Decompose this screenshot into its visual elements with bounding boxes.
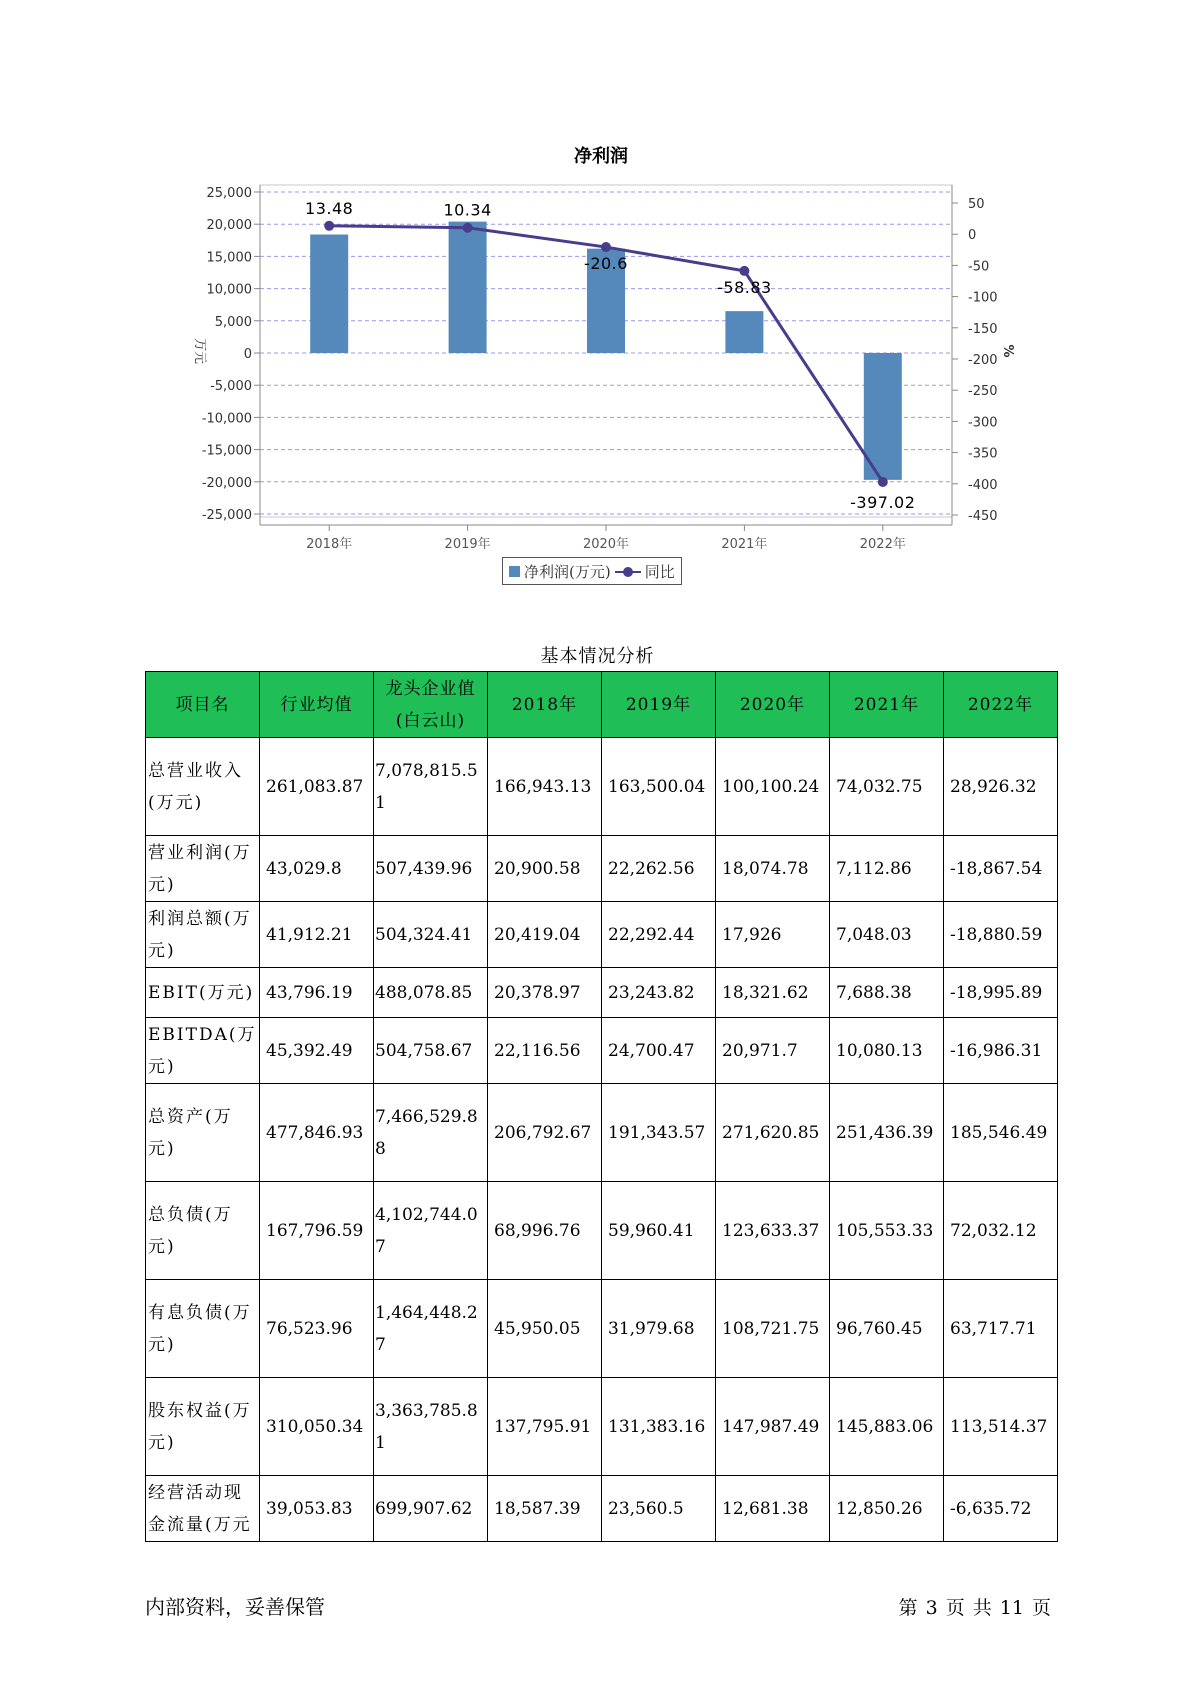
value-cell: 507,439.96 bbox=[374, 836, 488, 902]
value-cell: 28,926.32 bbox=[944, 738, 1058, 836]
legend-line-swatch bbox=[615, 566, 641, 577]
right-tick-label: -250 bbox=[968, 384, 998, 400]
value-cell: 167,796.59 bbox=[260, 1182, 374, 1280]
value-cell: 147,987.49 bbox=[716, 1378, 830, 1476]
right-tick-label: -200 bbox=[968, 353, 998, 368]
table-row bbox=[146, 1084, 1058, 1182]
left-tick-label: 15,000 bbox=[206, 250, 252, 266]
footer-confidential-note: 内部资料，妥善保管 bbox=[145, 1595, 325, 1619]
right-tick-label: -150 bbox=[968, 321, 998, 337]
yoy-data-label: -58.83 bbox=[717, 277, 772, 297]
bar bbox=[449, 222, 487, 353]
row-label-cell: EBITDA(万元) bbox=[146, 1018, 260, 1084]
value-cell: 504,758.67 bbox=[374, 1018, 488, 1084]
yoy-point bbox=[878, 477, 888, 487]
left-tick-label: 10,000 bbox=[206, 282, 252, 298]
table-row bbox=[146, 1182, 1058, 1280]
value-cell: 20,900.58 bbox=[488, 836, 602, 902]
legend-line-label: 同比 bbox=[644, 562, 675, 581]
header-2022: 2022年 bbox=[944, 672, 1058, 738]
line-series bbox=[305, 199, 915, 512]
table-caption: 基本情况分析 bbox=[540, 646, 655, 667]
value-cell: 504,324.41 bbox=[374, 902, 488, 968]
value-cell: 22,262.56 bbox=[602, 836, 716, 902]
header-2020: 2020年 bbox=[716, 672, 830, 738]
left-tick-label: 5,000 bbox=[214, 314, 252, 330]
value-cell: 488,078.85 bbox=[374, 968, 488, 1018]
left-axis-title: 万元 bbox=[192, 337, 207, 365]
value-cell: 145,883.06 bbox=[830, 1378, 944, 1476]
value-cell: 68,996.76 bbox=[488, 1182, 602, 1280]
yoy-point bbox=[324, 221, 334, 231]
value-cell: 7,078,815.51 bbox=[374, 738, 488, 836]
x-tick-label: 2020年 bbox=[582, 537, 630, 552]
table-row bbox=[146, 836, 1058, 902]
table-row bbox=[146, 738, 1058, 836]
header-industry-avg: 行业均值 bbox=[260, 672, 374, 738]
right-tick-label: 0 bbox=[968, 228, 977, 244]
bar bbox=[310, 235, 348, 353]
value-cell: 45,950.05 bbox=[488, 1280, 602, 1378]
yoy-data-label: -20.6 bbox=[584, 254, 628, 274]
x-tick-label: 2021年 bbox=[721, 537, 768, 552]
legend-bar-swatch bbox=[509, 566, 520, 577]
value-cell: 3,363,785.81 bbox=[374, 1378, 488, 1476]
value-cell: 18,587.39 bbox=[488, 1476, 602, 1542]
value-cell: 1,464,448.27 bbox=[374, 1280, 488, 1378]
value-cell: 100,100.24 bbox=[716, 738, 830, 836]
right-tick-label: -350 bbox=[968, 446, 998, 462]
value-cell: 108,721.75 bbox=[716, 1280, 830, 1378]
legend-bar-label: 净利润(万元) bbox=[524, 562, 611, 581]
value-cell: 20,378.97 bbox=[488, 968, 602, 1018]
row-label-cell: 总营业收入(万元) bbox=[146, 738, 260, 836]
value-cell: 206,792.67 bbox=[488, 1084, 602, 1182]
value-cell: 43,796.19 bbox=[260, 968, 374, 1018]
right-axis-title: % bbox=[1000, 344, 1015, 358]
value-cell: 96,760.45 bbox=[830, 1280, 944, 1378]
value-cell: 41,912.21 bbox=[260, 902, 374, 968]
value-cell: 699,907.62 bbox=[374, 1476, 488, 1542]
value-cell: 12,850.26 bbox=[830, 1476, 944, 1542]
right-tick-label: 50 bbox=[968, 197, 985, 212]
yoy-point bbox=[601, 242, 611, 252]
value-cell: 23,243.82 bbox=[602, 968, 716, 1018]
value-cell: -18,867.54 bbox=[944, 836, 1058, 902]
x-tick-label: 2022年 bbox=[859, 537, 906, 552]
value-cell: 12,681.38 bbox=[716, 1476, 830, 1542]
value-cell: 23,560.5 bbox=[602, 1476, 716, 1542]
value-cell: 261,083.87 bbox=[260, 738, 374, 836]
value-cell: 18,321.62 bbox=[716, 968, 830, 1018]
value-cell: 477,846.93 bbox=[260, 1084, 374, 1182]
value-cell: 185,546.49 bbox=[944, 1084, 1058, 1182]
right-tick-label: -450 bbox=[968, 509, 998, 524]
value-cell: 163,500.04 bbox=[602, 738, 716, 836]
value-cell: 123,633.37 bbox=[716, 1182, 830, 1280]
value-cell: 10,080.13 bbox=[830, 1018, 944, 1084]
value-cell: 18,074.78 bbox=[716, 836, 830, 902]
row-label-cell: 有息负债(万元) bbox=[146, 1280, 260, 1378]
chart-title: 净利润 bbox=[574, 146, 628, 167]
x-tick-label: 2018年 bbox=[306, 537, 353, 552]
value-cell: -16,986.31 bbox=[944, 1018, 1058, 1084]
table-header-row bbox=[146, 672, 1058, 738]
right-tick-label: -300 bbox=[968, 415, 998, 431]
value-cell: 7,466,529.88 bbox=[374, 1084, 488, 1182]
table-row bbox=[146, 1280, 1058, 1378]
net-profit-chart bbox=[0, 0, 1191, 600]
table-row bbox=[146, 1476, 1058, 1542]
yoy-data-label: 13.48 bbox=[305, 198, 354, 218]
bar bbox=[725, 311, 763, 353]
value-cell: 271,620.85 bbox=[716, 1084, 830, 1182]
value-cell: -18,995.89 bbox=[944, 968, 1058, 1018]
table-row bbox=[146, 968, 1058, 1018]
value-cell: -6,635.72 bbox=[944, 1476, 1058, 1542]
value-cell: 76,523.96 bbox=[260, 1280, 374, 1378]
left-tick-label: 20,000 bbox=[206, 218, 252, 234]
value-cell: 31,979.68 bbox=[602, 1280, 716, 1378]
row-label-cell: 股东权益(万元) bbox=[146, 1378, 260, 1476]
value-cell: 63,717.71 bbox=[944, 1280, 1058, 1378]
header-2021: 2021年 bbox=[830, 672, 944, 738]
left-tick-label: 0 bbox=[243, 347, 252, 362]
value-cell: 24,700.47 bbox=[602, 1018, 716, 1084]
chart-legend bbox=[502, 557, 682, 585]
header-leader-value: 龙头企业值(白云山) bbox=[374, 672, 488, 738]
value-cell: 4,102,744.07 bbox=[374, 1182, 488, 1280]
analysis-table bbox=[145, 671, 1058, 1542]
value-cell: 137,795.91 bbox=[488, 1378, 602, 1476]
value-cell: 191,343.57 bbox=[602, 1084, 716, 1182]
left-tick-label: -25,000 bbox=[201, 508, 252, 523]
value-cell: 310,050.34 bbox=[260, 1378, 374, 1476]
value-cell: 7,112.86 bbox=[830, 836, 944, 902]
yoy-data-label: 10.34 bbox=[443, 200, 492, 220]
value-cell: 45,392.49 bbox=[260, 1018, 374, 1084]
value-cell: 59,960.41 bbox=[602, 1182, 716, 1280]
value-cell: 7,048.03 bbox=[830, 902, 944, 968]
table-row bbox=[146, 1378, 1058, 1476]
value-cell: 131,383.16 bbox=[602, 1378, 716, 1476]
value-cell: 74,032.75 bbox=[830, 738, 944, 836]
row-label-cell: 经营活动现金流量(万元 bbox=[146, 1476, 260, 1542]
right-tick-label: -400 bbox=[968, 477, 998, 493]
left-tick-label: -20,000 bbox=[201, 475, 252, 491]
row-label-cell: 总负债(万元) bbox=[146, 1182, 260, 1280]
value-cell: 251,436.39 bbox=[830, 1084, 944, 1182]
left-tick-label: -10,000 bbox=[201, 411, 252, 427]
row-label-cell: 利润总额(万元) bbox=[146, 902, 260, 968]
right-tick-label: -100 bbox=[968, 290, 998, 306]
yoy-point bbox=[463, 223, 473, 233]
table-row bbox=[146, 1018, 1058, 1084]
yoy-point bbox=[739, 266, 749, 276]
table-row bbox=[146, 902, 1058, 968]
header-2018: 2018年 bbox=[488, 672, 602, 738]
row-label-cell: 总资产(万元) bbox=[146, 1084, 260, 1182]
value-cell: 105,553.33 bbox=[830, 1182, 944, 1280]
value-cell: 22,116.56 bbox=[488, 1018, 602, 1084]
row-label-cell: EBIT(万元) bbox=[146, 968, 260, 1018]
x-tick-label: 2019年 bbox=[444, 537, 491, 552]
value-cell: 72,032.12 bbox=[944, 1182, 1058, 1280]
value-cell: 43,029.8 bbox=[260, 836, 374, 902]
value-cell: 166,943.13 bbox=[488, 738, 602, 836]
header-2019: 2019年 bbox=[602, 672, 716, 738]
left-tick-label: 25,000 bbox=[206, 186, 252, 201]
value-cell: 22,292.44 bbox=[602, 902, 716, 968]
value-cell: -18,880.59 bbox=[944, 902, 1058, 968]
value-cell: 17,926 bbox=[716, 902, 830, 968]
value-cell: 39,053.83 bbox=[260, 1476, 374, 1542]
value-cell: 20,971.7 bbox=[716, 1018, 830, 1084]
value-cell: 113,514.37 bbox=[944, 1378, 1058, 1476]
left-tick-label: -5,000 bbox=[210, 379, 252, 395]
left-tick-label: -15,000 bbox=[201, 443, 252, 459]
value-cell: 7,688.38 bbox=[830, 968, 944, 1018]
footer-page-number: 第 3 页 共 11 页 bbox=[898, 1597, 1051, 1619]
header-item-name: 项目名 bbox=[146, 672, 260, 738]
row-label-cell: 营业利润(万元) bbox=[146, 836, 260, 902]
yoy-data-label: -397.02 bbox=[850, 492, 916, 512]
value-cell: 20,419.04 bbox=[488, 902, 602, 968]
right-tick-label: -50 bbox=[968, 259, 990, 275]
